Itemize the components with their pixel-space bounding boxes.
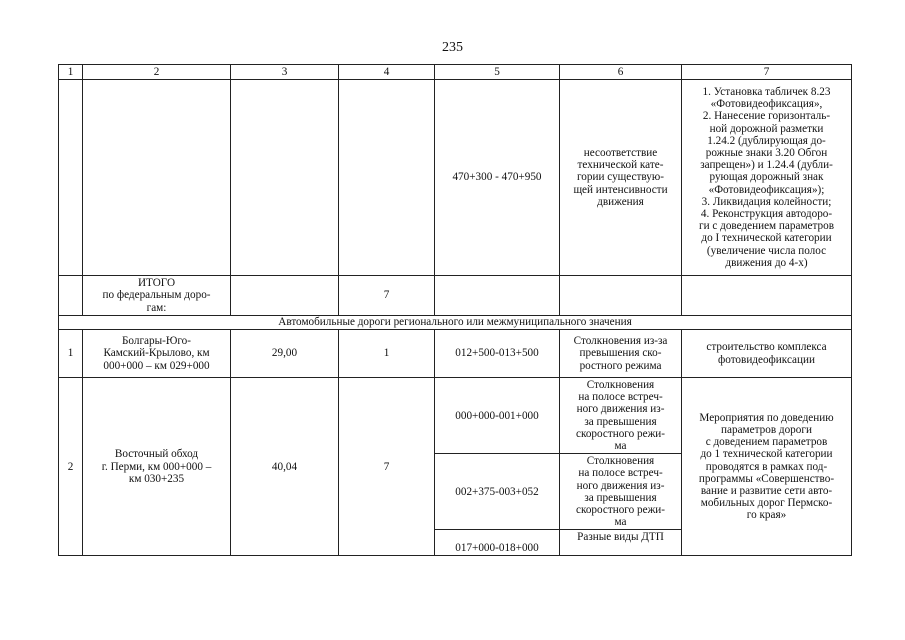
- column-number-header: [59, 65, 852, 80]
- total-row: [59, 276, 852, 316]
- km-range-cell: 012+500-013+500: [435, 330, 560, 378]
- total-count: 7: [339, 276, 435, 316]
- col-header: 5: [435, 65, 560, 80]
- km-range-cell: [435, 276, 560, 316]
- count-cell: 7: [339, 378, 435, 556]
- reason-cell: Столкновения на полосе встреч- ного движения из- за превышения скоростного режи- ма: [560, 454, 682, 530]
- page-number: 235: [442, 40, 463, 55]
- reason-cell: Столкновения на полосе встреч- ного движения из- за превышения скоростного режи- ма: [560, 378, 682, 454]
- road-cell: Восточный обход г. Перми, км 000+000 – км 030+235: [83, 378, 231, 556]
- reason-cell: несоответствие технической кате- гории существую- щей интенсивности движения: [560, 80, 682, 276]
- row-num-cell: [59, 276, 83, 316]
- row-num-cell: [59, 80, 83, 276]
- col-header: 4: [339, 65, 435, 80]
- count-cell: 1: [339, 330, 435, 378]
- length-cell: [231, 80, 339, 276]
- km-range-cell: 470+300 - 470+950: [435, 80, 560, 276]
- km-range-cell: 002+375-003+052: [435, 454, 560, 530]
- row-num-cell: 1: [59, 330, 83, 378]
- measures-cell: [682, 276, 852, 316]
- col-header: 3: [231, 65, 339, 80]
- measures-cell: Мероприятия по доведению параметров дороги с доведением параметров до 1 технической категории проводятся в рамках под- программы «Совершенство- вание и развитие сети авто- мобильных дорог Пермско- го края»: [682, 378, 852, 556]
- length-cell: [231, 276, 339, 316]
- section-row: [59, 316, 852, 330]
- road-safety-table: [58, 64, 852, 556]
- row-num-cell: 2: [59, 378, 83, 556]
- road-cell: Болгары-Юго- Камский-Крылово, км 000+000 – км 029+000: [83, 330, 231, 378]
- length-cell: 40,04: [231, 378, 339, 556]
- road-cell: [83, 80, 231, 276]
- reason-cell: Столкновения из-за превышения ско- ростного режима: [560, 330, 682, 378]
- reason-cell: [560, 276, 682, 316]
- reason-cell: Разные виды ДТП: [560, 530, 682, 556]
- measures-cell: строительство комплекса фотовидеофиксации: [682, 330, 852, 378]
- length-cell: 29,00: [231, 330, 339, 378]
- col-header: 2: [83, 65, 231, 80]
- section-title: Автомобильные дороги регионального или межмуниципального значения: [59, 316, 852, 330]
- km-range-cell: 000+000-001+000: [435, 378, 560, 454]
- col-header: 1: [59, 65, 83, 80]
- col-header: 7: [682, 65, 852, 80]
- table-row: [59, 378, 852, 454]
- total-label: ИТОГО по федеральным доро- гам:: [83, 276, 231, 316]
- col-header: 6: [560, 65, 682, 80]
- count-cell: [339, 80, 435, 276]
- km-range-cell: 017+000-018+000: [435, 530, 560, 556]
- table-row: [59, 330, 852, 378]
- table-row: [59, 80, 852, 276]
- measures-cell: 1. Установка табличек 8.23 «Фотовидеофиксация», 2. Нанесение горизонталь- ной дорожной разметки 1.24.2 (дублирующая до- рожные знаки 3.20 Обгон запрещен») и 1.24.4 (дубли- рующая дорожный знак «Фотовидеофиксация»); 3. Ликвидация колейности; 4. Реконструкция автодоро- ги с доведением параметров до I технической категории (увеличение числа полос движения до 4-х): [682, 80, 852, 276]
